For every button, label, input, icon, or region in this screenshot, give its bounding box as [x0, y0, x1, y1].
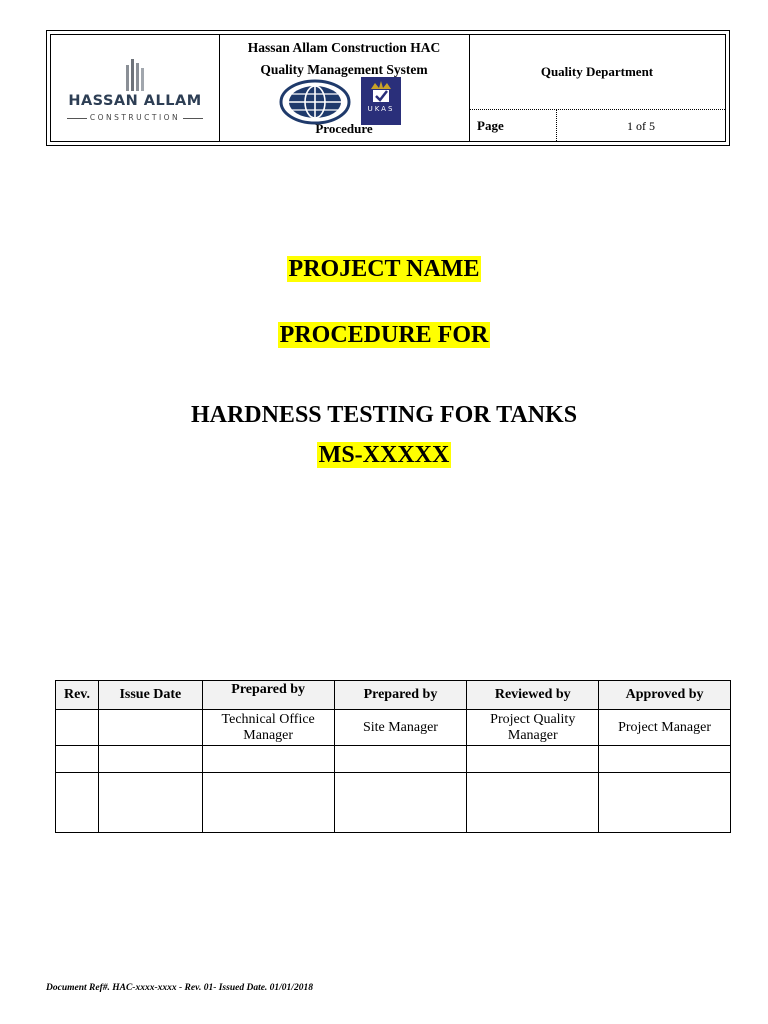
crown-tick-icon: [367, 79, 395, 105]
table-cell: [98, 710, 202, 746]
table-header-row: [56, 681, 731, 710]
table-cell: Technical Office Manager: [202, 710, 334, 746]
document-type: Procedure: [315, 121, 373, 136]
document-header: [46, 30, 730, 146]
table-cell: [56, 773, 99, 833]
header-prepared-by-2: Prepared by: [334, 681, 467, 710]
table-row: [56, 773, 731, 833]
ukas-badge: [361, 77, 401, 125]
table-cell: Project Quality Manager: [467, 710, 599, 746]
table-cell: [98, 746, 202, 773]
project-name-title: PROJECT NAME: [288, 256, 480, 282]
ukas-label: UKAS: [367, 105, 395, 113]
table-cell: [202, 746, 334, 773]
header-reviewed-by: Reviewed by: [467, 681, 599, 710]
table-cell: Site Manager: [334, 710, 467, 746]
header-issue-date: Issue Date: [98, 681, 202, 710]
table-row: [56, 746, 731, 773]
header-info-cell: [469, 35, 725, 141]
header-prepared-by-1: Prepared by: [202, 681, 334, 710]
table-row: [56, 710, 731, 746]
table-cell: [599, 773, 731, 833]
table-cell: [599, 746, 731, 773]
table-cell: [334, 746, 467, 773]
table-cell: [467, 746, 599, 773]
company-logo: [51, 35, 220, 141]
table-cell: [467, 773, 599, 833]
logo-wordmark: HASSAN ALLAM: [68, 93, 202, 109]
logo-subtitle: CONSTRUCTION: [51, 113, 219, 122]
procedure-code: MS-XXXXX: [318, 442, 450, 468]
header-frame: [50, 34, 726, 142]
table-cell: Project Manager: [599, 710, 731, 746]
table-cell: [56, 710, 99, 746]
company-line-2: Quality Management System: [260, 62, 428, 77]
table-cell: [98, 773, 202, 833]
procedure-subject-title: HARDNESS TESTING FOR TANKS: [190, 402, 578, 428]
iso-certification-globe-icon: [279, 79, 351, 125]
page-label: Page: [469, 110, 557, 141]
department-name: Quality Department: [469, 35, 725, 110]
header-title-cell: [219, 35, 470, 141]
header-rev: Rev.: [56, 681, 99, 710]
table-cell: [334, 773, 467, 833]
approval-table: [55, 680, 731, 833]
procedure-for-title: PROCEDURE FOR: [279, 322, 489, 348]
table-cell: [202, 773, 334, 833]
header-approved-by: Approved by: [599, 681, 731, 710]
table-cell: [56, 746, 99, 773]
building-mark-icon: [123, 59, 147, 91]
document-reference-footer: Document Ref#. HAC-xxxx-xxxx - Rev. 01- Issued Date. 01/01/2018: [46, 983, 313, 993]
page-number: 1 of 5: [627, 119, 655, 133]
company-line-1: Hassan Allam Construction HAC: [247, 40, 441, 55]
